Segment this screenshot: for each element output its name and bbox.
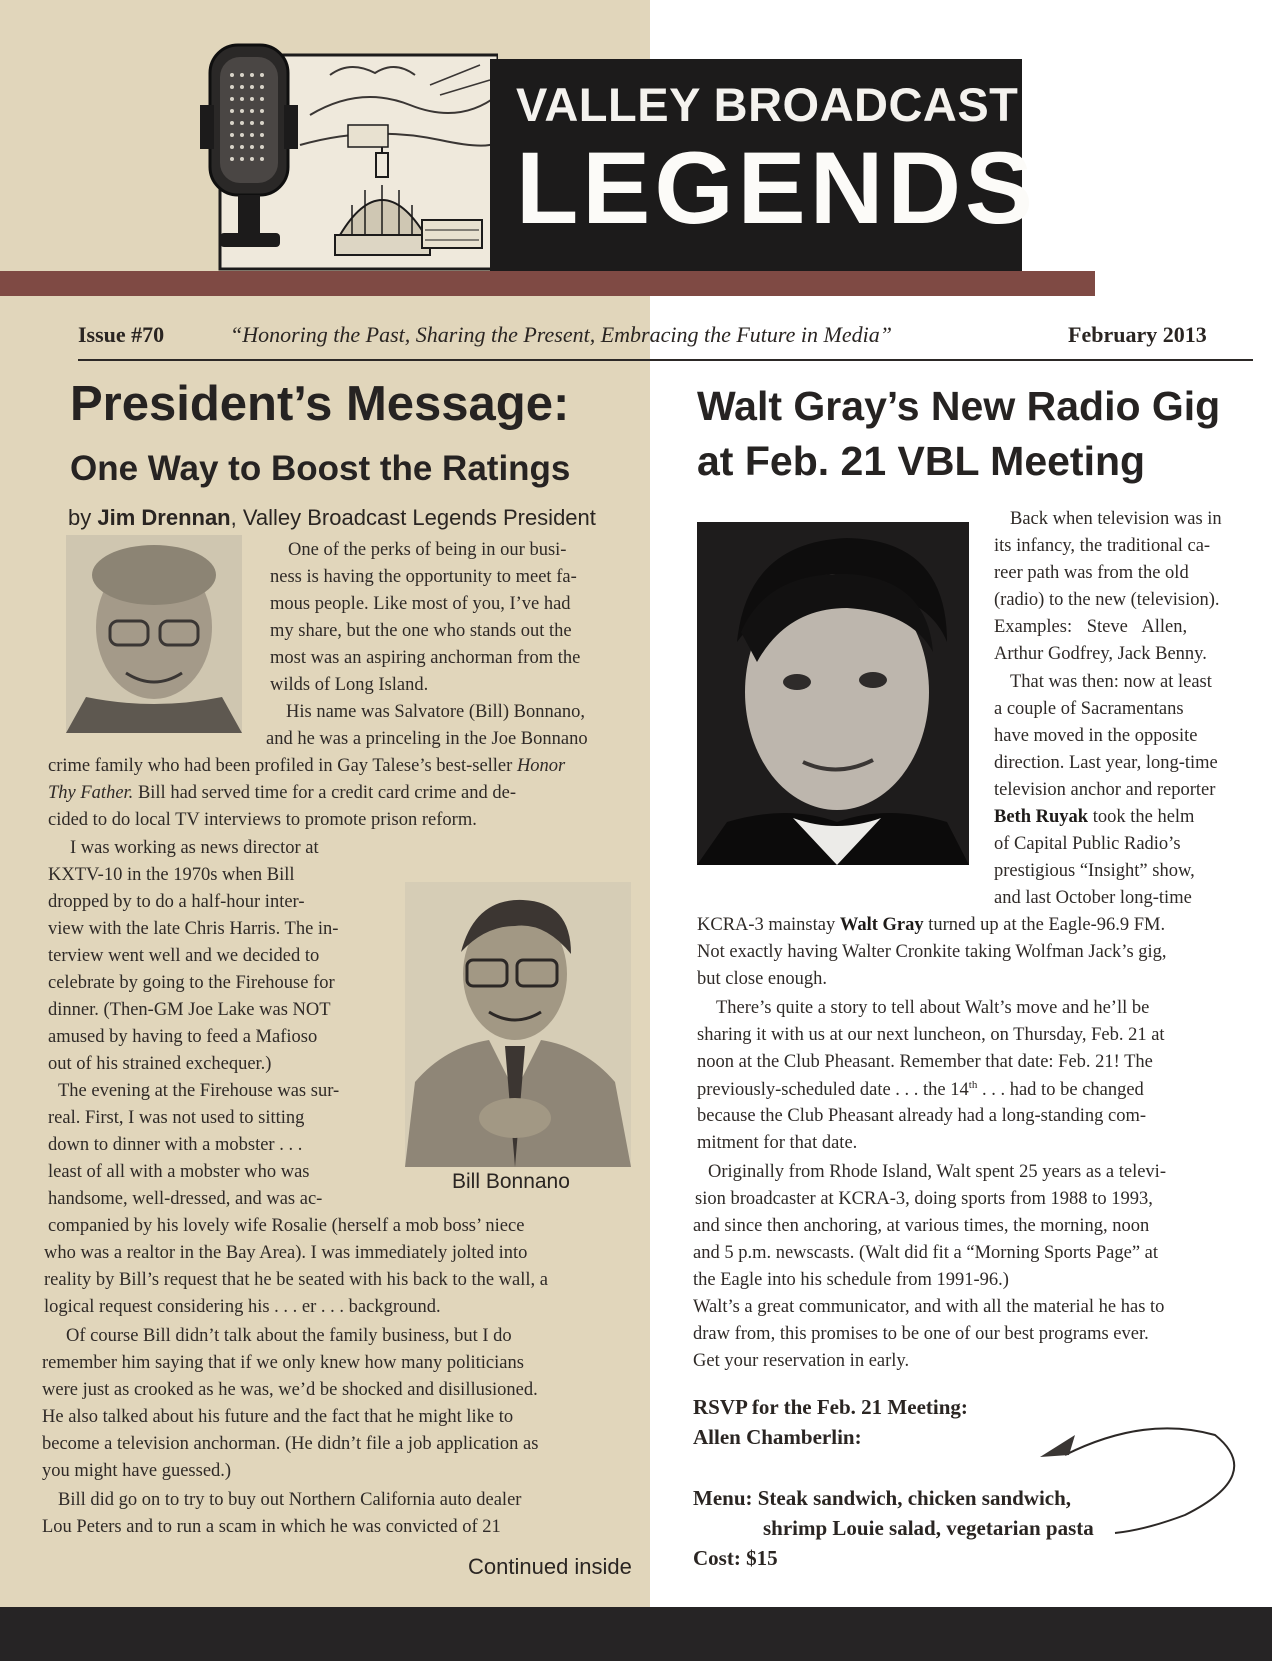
bill-bonnano-photo [405,882,631,1167]
walt-line-25: Originally from Rhode Island, Walt spent 25 years as a televi- [708,1162,1166,1182]
photo-caption: Bill Bonnano [452,1170,570,1193]
walt-line-5: Examples: Steve Allen, [994,617,1188,637]
pm-line-21: The evening at the Firehouse was sur- [58,1081,340,1101]
walt-title-line1: Walt Gray’s New Radio Gig [697,383,1221,429]
walt-line-1: Back when television was in [1010,509,1222,529]
pm-line-10-text: Bill had served time for a credit card crime and de- [133,783,516,803]
pm-line-23: down to dinner with a mobster . . . [48,1135,303,1155]
president-subtitle: One Way to Boost the Ratings [70,449,571,488]
walt-line-14: prestigious “Insight” show, [994,861,1195,881]
byline-name: Jim Drennan [97,505,231,530]
footer-bar [0,1607,1272,1661]
walt-superscript: th [968,1079,978,1091]
walt-line-8: a couple of Sacramentans [994,699,1184,719]
pm-line-36: Bill did go on to try to buy out Northern California auto dealer [58,1490,522,1510]
pm-line-5: most was an aspiring anchorman from the [270,648,581,668]
president-byline [68,505,596,531]
walt-line-4: (radio) to the new (television). [994,590,1220,610]
pm-line-13: KXTV-10 in the 1970s when Bill [48,865,295,885]
pm-line-2: ness is having the opportunity to meet fa- [270,567,577,587]
menu-line2: shrimp Louie salad, vegetarian pasta [763,1516,1094,1540]
continued-inside: Continued inside [468,1554,632,1579]
pm-line-20: out of his strained exchequer.) [48,1054,272,1074]
pm-line-31: remember him saying that if we only knew how many politicians [42,1353,524,1373]
issue-date: February 2013 [1068,322,1207,347]
walt-line-22 [697,1079,1144,1101]
walt-line-30: Walt’s a great communicator, and with all the material he has to [693,1297,1165,1317]
walt-line-13: of Capital Public Radio’s [994,834,1181,854]
walt-line-22-tail: . . . had to be changed [977,1080,1144,1101]
walt-line-32: Get your reservation in early. [693,1351,910,1371]
walt-line-2: its infancy, the traditional ca- [994,536,1211,556]
masthead-title-box [490,59,1038,271]
pm-line-27: who was a realtor in the Bay Area). I was immediately jolted into [44,1243,528,1263]
walt-line-16 [697,915,1165,936]
pm-line-1: One of the perks of being in our busi- [288,540,567,560]
pm-book-title-2: Thy Father. [48,783,134,803]
pm-line-9-text: crime family who had been profiled in Gay Talese’s best-seller [48,756,517,776]
pm-line-33: He also talked about his future and the fact that he might like to [42,1407,514,1427]
president-title: President’s Message: [70,377,570,431]
walt-line-21: noon at the Club Pheasant. Remember that date: Feb. 21! The [697,1052,1153,1072]
pm-line-7: His name was Salvatore (Bill) Bonnano, [286,702,586,722]
byline-prefix: by [68,505,98,530]
walt-line-16-text: KCRA-3 mainstay [697,915,840,935]
walt-gray-photo [697,522,969,865]
jim-drennan-photo [66,535,242,733]
walt-line-27: and since then anchoring, at various times, the morning, noon [693,1216,1150,1236]
walt-title-line2: at Feb. 21 VBL Meeting [697,438,1146,484]
walt-line-15: and last October long-time [994,888,1192,908]
walt-line-19: There’s quite a story to tell about Walt’s move and he’ll be [716,998,1150,1018]
walt-line-20: sharing it with us at our next luncheon, on Thursday, Feb. 21 at [697,1025,1165,1045]
walt-line-11: television anchor and reporter [994,780,1216,800]
walt-line-7: That was then: now at least [1010,672,1212,692]
pm-line-34: become a television anchorman. (He didn’t file a job application as [42,1434,539,1454]
pm-line-17: celebrate by going to the Firehouse for [48,973,335,993]
pm-line-4: my share, but the one who stands out the [270,621,572,641]
walt-line-17: Not exactly having Walter Cronkite taking Wolfman Jack’s gig, [697,942,1167,962]
pm-line-9 [48,756,565,777]
pm-line-10 [48,783,516,804]
pm-line-25: handsome, well-dressed, and was ac- [48,1189,323,1209]
issue-number: Issue #70 [78,322,165,347]
header-rule [78,359,1253,361]
pm-line-22: real. First, I was not used to sitting [48,1108,305,1128]
pm-line-3: mous people. Like most of you, I’ve had [270,594,571,614]
walt-line-9: have moved in the opposite [994,726,1198,746]
walt-line-16-tail: turned up at the Eagle-96.9 FM. [923,915,1166,935]
pm-line-14: dropped by to do a half-hour inter- [48,892,305,912]
pm-line-15: view with the late Chris Harris. The in- [48,919,339,939]
pm-line-16: terview went well and we decided to [48,946,320,966]
walt-gray-name: Walt Gray [839,915,924,935]
walt-line-23: because the Club Pheasant already had a long-standing com- [697,1106,1146,1126]
walt-line-22-text: previously-scheduled date . . . the 14 [697,1080,969,1101]
walt-line-31: draw from, this promises to be one of our best programs ever. [693,1324,1149,1344]
walt-line-12 [994,807,1194,828]
rsvp-line1: RSVP for the Feb. 21 Meeting: [693,1395,968,1419]
walt-line-26: sion broadcaster at KCRA-3, doing sports from 1988 to 1993, [695,1189,1153,1209]
pm-line-26: companied by his lovely wife Rosalie (herself a mob boss’ niece [48,1216,525,1236]
pm-book-title-1: Honor [516,756,566,776]
pm-line-28: reality by Bill’s request that he be seated with his back to the wall, a [44,1270,548,1290]
pm-line-29: logical request considering his . . . er . . . background. [44,1297,441,1317]
beth-ruyak-name: Beth Ruyak [994,807,1089,827]
rsvp-line2: Allen Chamberlin: [693,1425,862,1449]
walt-line-6: Arthur Godfrey, Jack Benny. [994,644,1207,664]
issue-motto: “Honoring the Past, Sharing the Present, Embracing the Future in Media” [230,322,892,347]
walt-line-3: reer path was from the old [994,563,1189,583]
walt-line-24: mitment for that date. [697,1133,858,1153]
pm-line-11: cided to do local TV interviews to promote prison reform. [48,810,477,830]
walt-line-10: direction. Last year, long-time [994,753,1218,773]
walt-line-18: but close enough. [697,969,827,989]
pm-line-35: you might have guessed.) [42,1461,232,1481]
masthead-bar [0,271,1095,296]
pm-line-18: dinner. (Then-GM Joe Lake was NOT [48,1000,331,1020]
pm-line-8: and he was a princeling in the Joe Bonnano [266,729,588,749]
masthead [200,35,1038,273]
byline-suffix: , Valley Broadcast Legends President [230,505,596,530]
masthead-line1: VALLEY BROADCAST [516,78,1019,131]
walt-line-28: and 5 p.m. newscasts. (Walt did fit a “Morning Sports Page” at [693,1243,1159,1263]
cost: Cost: $15 [693,1546,778,1570]
walt-line-12-text: took the helm [1088,807,1195,827]
pm-line-32: were just as crooked as he was, we’d be shocked and disillusioned. [42,1380,538,1400]
microphone-icon [200,35,498,271]
pm-line-6: wilds of Long Island. [270,675,429,695]
pm-line-24: least of all with a mobster who was [48,1162,310,1182]
pm-line-30: Of course Bill didn’t talk about the family business, but I do [66,1326,512,1346]
masthead-line2: LEGENDS [516,131,1038,245]
walt-line-29: the Eagle into his schedule from 1991-96.) [693,1270,1009,1290]
pm-line-19: amused by having to feed a Mafioso [48,1027,318,1047]
menu-line1: Menu: Steak sandwich, chicken sandwich, [693,1486,1072,1510]
pm-line-37: Lou Peters and to run a scam in which he was convicted of 21 [42,1517,501,1537]
pm-line-12: I was working as news director at [70,838,319,858]
